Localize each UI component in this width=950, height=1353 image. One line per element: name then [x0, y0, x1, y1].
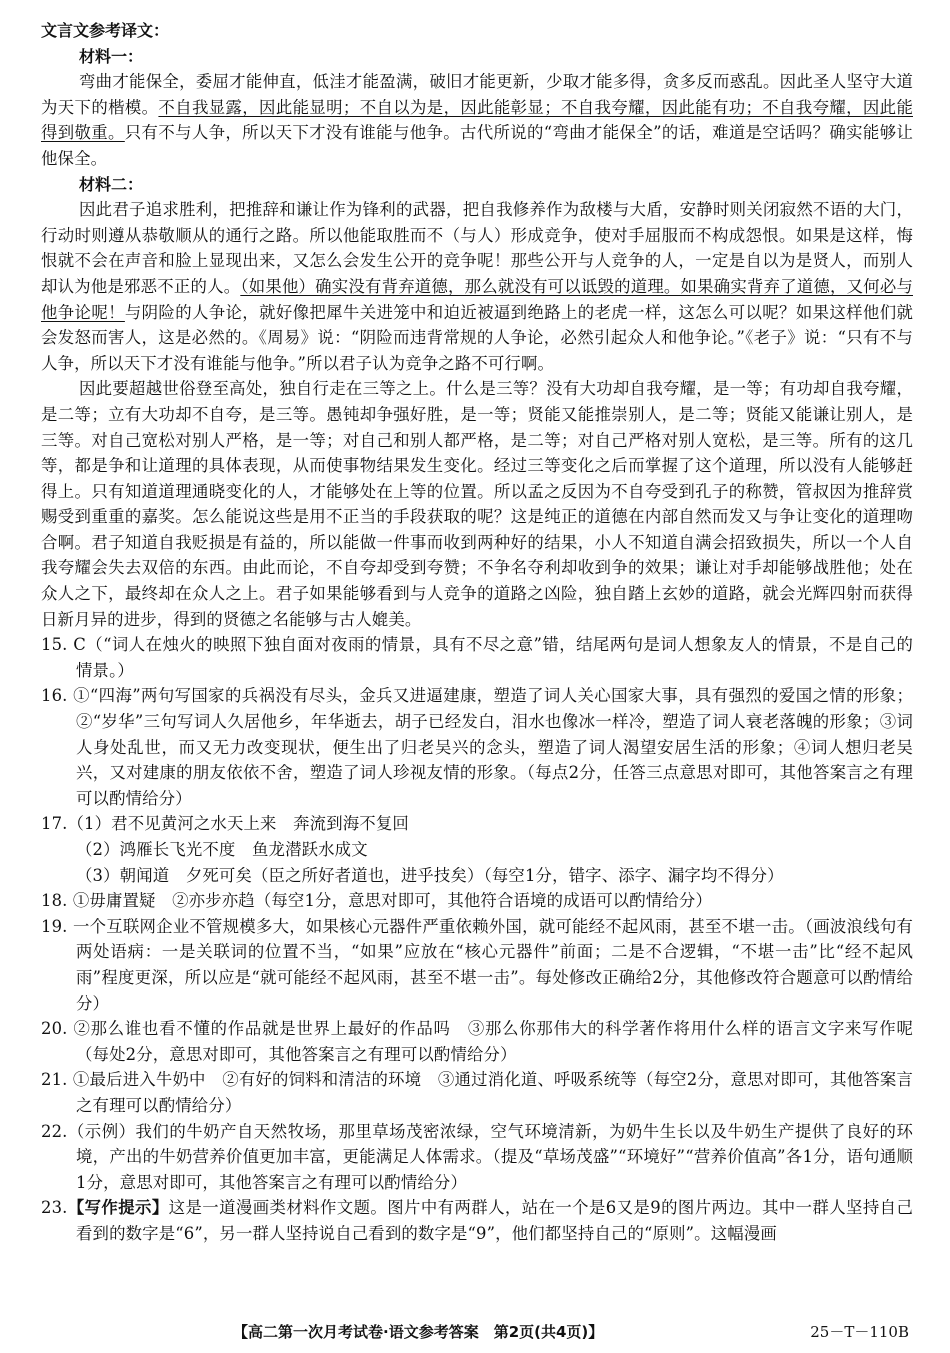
material-two-label: 材料二： — [79, 174, 144, 194]
material-one-label: 材料一： — [79, 46, 144, 66]
answer-20: 20. ②那么谁也看不懂的作品就是世界上最好的作品吗 ③那么你那伟大的科学著作将用什么样的语言文字来写作呢（每处2分，意思对即可，其他答案言之有理可以酌情给分） — [41, 1019, 913, 1064]
footer-exam-code: 25－T－110B — [810, 1323, 909, 1341]
page-footer — [0, 1321, 950, 1345]
answer-15: 15. C（“词人在烛火的映照下独自面对夜雨的情景，具有不尽之意”错，结尾两句是词人想象友人的情景，不是自己的情景。） — [41, 635, 913, 680]
text-segment: 只有不与人争，所以天下才没有谁能与他争。古代所说的“弯曲才能保全”的话，难道是空话吗？确实能够让他保全。 — [41, 123, 913, 168]
answer-22: 22.（示例）我们的牛奶产自天然牧场，那里草场茂密浓绿，空气环境清新，为奶牛生长以及牛奶生产提供了良好的环境，产出的牛奶营养价值更加丰富，更能满足人体需求。（提及“草场茂盛”“环境好”“营养价值高”各1分，语句通顺1分，意思对即可，其他答案言之有理可以酌情给分） — [41, 1121, 913, 1192]
text-segment: 弯曲才能保全，委屈才能伸直，低洼才能盈满，破旧才能更新，少取才能多得，贪多反而惑乱。因此圣人坚守大道为天下的楷模。 — [41, 72, 913, 117]
material-one-translation — [41, 69, 913, 171]
material-two-paragraph-2: 因此要超越世俗登至高处，独自行走在三等之上。什么是三等？没有大功却自我夸耀，是一等；有功却自我夸耀，是二等；立有大功却不自夸，是三等。愚钝却争强好胜，是一等；贤能又能推崇别人，是二等；贤能又能谦让别人，是三等。对自己宽松对别人严格，是一等；对自己和别人都严格，是二等；对自己严格对别人宽松，是三等。所有的这几等，都是争和让道理的具体表现，从而使事物结果发生变化。经过三等变化之后而掌握了这个道理，所以没有人能够赶得上。只有知道道理通晓变化的人，才能够处在上等的位置。所以孟之反因为不自夸受到孔子的称赞，管叔因为推辞赏赐受到重重的嘉奖。怎么能说这些是用不正当的手段获取的呢？这是纯正的道德在内部自然而发又与争让变化的道理吻合啊。君子知道自我贬损是有益的，所以能做一件事而收到两种好的结果，小人不知道自满会招致损失，所以一个人自我夸耀会失去双倍的东西。由此而论，不自夸却受到夸赞；不争名夺利却收到争的效果；谦让对手却能够战胜他；处在众人之下，最终却在众人之上。君子如果能够看到与人竞争的道路之凶险，独自踏上玄妙的道路，就会光辉四射而获得日新月异的进步，得到的贤德之名能够与古人媲美。 — [41, 379, 913, 629]
text-segment: 这是一道漫画类材料作文题。图片中有两群人，站在一个是6又是9的图片两边。其中一群人坚持自己看到的数字是“6”，另一群人坚持说自己看到的数字是“9”，他们都坚持自己的“原则”。这幅漫画 — [76, 1198, 913, 1243]
answer-19: 19. 一个互联网企业不管规模多大，如果核心元器件严重依赖外国，就可能经不起风雨，甚至不堪一击。（画波浪线句有两处语病：一是关联词的位置不当，“如果”应放在“核心元器件”前面；二是不合逻辑，“不堪一击”比“经不起风雨”程度更深，所以应是“就可能经不起风雨，甚至不堪一击”。每处修改正确给2分，其他修改符合题意可以酌情给分） — [41, 916, 913, 1013]
answer-18: 18. ①毋庸置疑 ②亦步亦趋（每空1分，意思对即可，其他符合语境的成语可以酌情给分） — [41, 891, 712, 911]
text-segment: 与阴险的人争论，就好像把犀牛关进笼中和迫近被逼到绝路上的老虎一样，这怎么可以呢？如果这样他们就会发怒而害人，这是必然的。《周易》说：“阴险而违背常规的人争论，必然引起众人和他争论。”《老子》说：“只有不与人争，所以天下才没有谁能与他争。”所以君子认为竞争之路不可行啊。 — [41, 302, 914, 373]
section-title: 文言文参考译文： — [41, 21, 170, 40]
answer-23 — [41, 1195, 913, 1246]
answer-17-2: （2）鸿雁长飞光不度 鱼龙潜跃水成文 — [76, 840, 368, 859]
underlined-text: 不自我显露，因此能显明；不自以为是，因此能彰显；不自我夸耀，因此能有功；不自我夸耀，因此能得到敬重。 — [41, 97, 913, 143]
footer-page-label: 【高二第一次月考试卷·语文参考答案 第2页(共4页)】 — [233, 1323, 604, 1341]
answer-17-3: （3）朝闻道 夕死可矣（臣之所好者道也，进乎技矣）（每空1分，错字、添字、漏字均不得分） — [76, 865, 784, 885]
material-two-paragraph-1 — [41, 197, 913, 376]
answer-page — [41, 18, 913, 1247]
text-segment: 因此君子追求胜利，把推辞和谦让作为锋利的武器，把自我修养作为敌楼与大盾，安静时则关闭寂然不语的大门，行动时则遵从恭敬顺从的通行之路。所以他能取胜而不（与人）形成竞争，使对手屈服而不构成怨恨。如果是这样，悔恨就不会在声音和脸上显现出来，又怎么会发生公开的竞争呢！那些公开与人竞争的人，一定是自以为是贤人，而别人却认为他是邪恶不正的人。 — [41, 200, 913, 296]
answer-21: 21. ①最后进入牛奶中 ②有好的饲料和清洁的环境 ③通过消化道、呼吸系统等（每空2分，意思对即可，其他答案言之有理可以酌情给分） — [41, 1070, 913, 1115]
underlined-text: （如果他）确实没有背弃道德，那么就没有可以诋毁的道理。如果确实背弃了道德，又何必与他争论呢！ — [41, 276, 913, 322]
question-number: 23. — [41, 1198, 68, 1218]
answer-16: 16. ①“四海”两句写国家的兵祸没有尽头，金兵又进逼建康，塑造了词人关心国家大事，具有强烈的爱国之情的形象；②“岁华”三句写词人久居他乡，年华逝去，胡子已经发白，泪水也像冰一样冷，塑造了词人衰老落魄的形象；③词人身处乱世，而又无力改变现状，便生出了归老吴兴的念头，塑造了词人渴望安居生活的形象；④词人想归老吴兴，又对建康的朋友依依不舍，塑造了词人珍视友情的形象。（每点2分，任答三点意思对即可，其他答案言之有理可以酌情给分） — [41, 686, 913, 808]
answer-17-1: 17.（1）君不见黄河之水天上来 奔流到海不复回 — [41, 814, 409, 834]
writing-tip-tag: 【写作提示】 — [67, 1198, 169, 1218]
